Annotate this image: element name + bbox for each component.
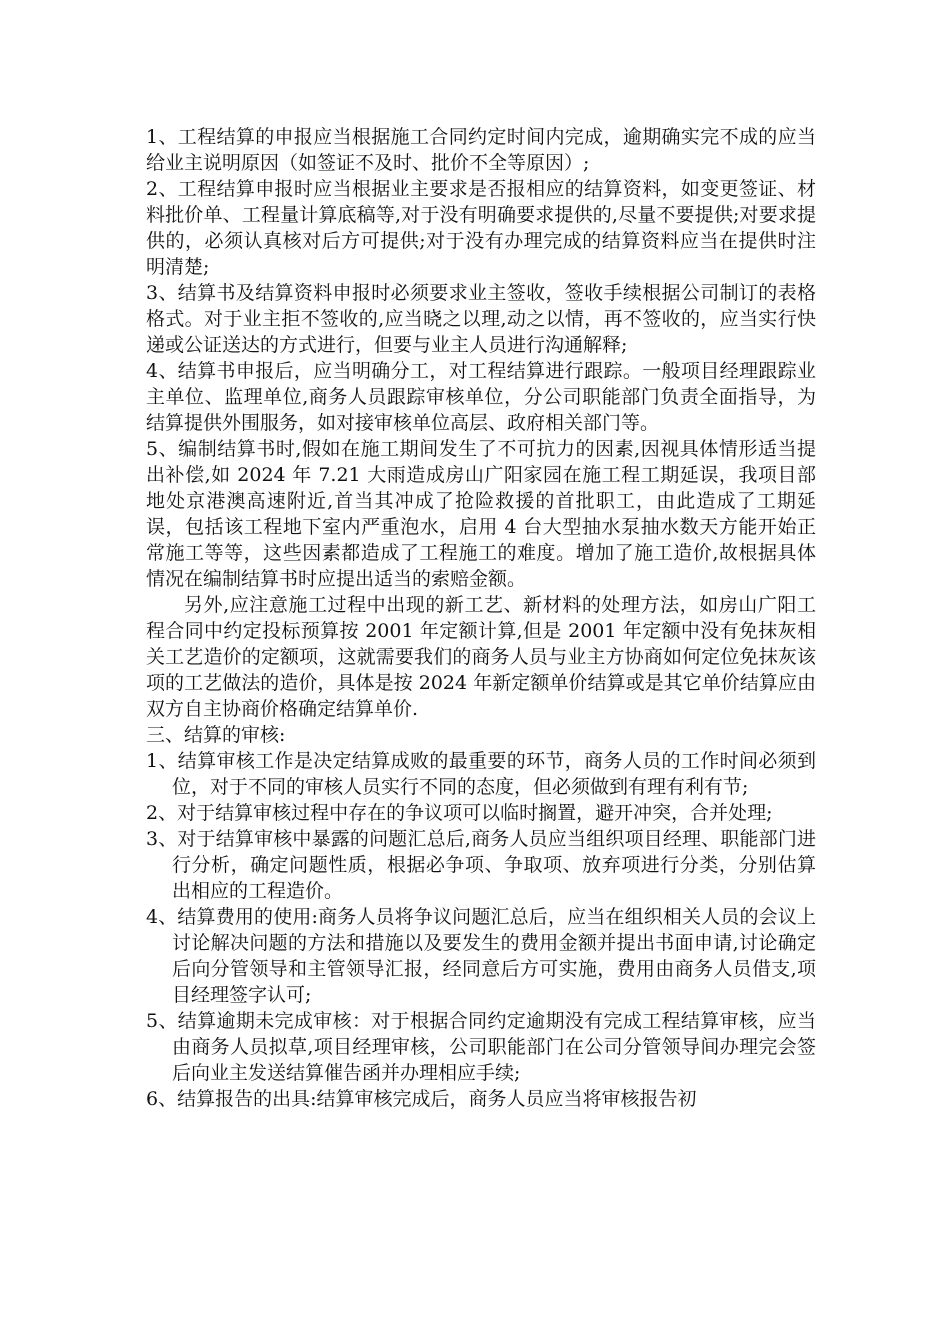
paragraph-audit-3: 3、对于结算审核中暴露的问题汇总后,商务人员应当组织项目经理、职能部门进行分析，确定问题性质，根据必争项、争取项、放弃项进行分类，分别估算出相应的工程造价。 — [146, 828, 816, 902]
paragraph-audit-4: 4、结算费用的使用:商务人员将争议问题汇总后，应当在组织相关人员的会议上讨论解决问题的方法和措施以及要发生的费用金额并提出书面申请,讨论确定后向分管领导和主管领导汇报，经同意后方可实施，费用由商务人员借支,项目经理签字认可; — [146, 906, 816, 1006]
paragraph-additionally: 另外,应注意施工过程中出现的新工艺、新材料的处理方法，如房山广阳工程合同中约定投标预算按 2001 年定额计算,但是 2001 年定额中没有免抹灰相关工艺造价的定额项，这就需要我们的商务人员与业主方协商如何定位免抹灰该项的工艺做法的造价，具体是按 2024 年新定额单价结算或是其它单价结算应由双方自主协商价格确定结算单价. — [146, 594, 816, 720]
paragraph-settlement-1: 1、工程结算的申报应当根据施工合同约定时间内完成，逾期确实完不成的应当给业主说明原因（如签证不及时、批价不全等原因）; — [146, 126, 816, 174]
paragraph-settlement-2: 2、工程结算申报时应当根据业主要求是否报相应的结算资料，如变更签证、材料批价单、工程量计算底稿等,对于没有明确要求提供的,尽量不要提供;对要求提供的，必须认真核对后方可提供;对于没有办理完成的结算资料应当在提供时注明清楚; — [146, 178, 816, 278]
paragraph-settlement-4: 4、结算书申报后，应当明确分工，对工程结算进行跟踪。一般项目经理跟踪业主单位、监理单位,商务人员跟踪审核单位，分公司职能部门负责全面指导，为结算提供外围服务，如对接审核单位高层、政府相关部门等。 — [146, 360, 816, 434]
paragraph-audit-1: 1、结算审核工作是决定结算成败的最重要的环节，商务人员的工作时间必须到位，对于不同的审核人员实行不同的态度，但必须做到有理有利有节; — [146, 750, 816, 798]
document-body — [146, 124, 816, 1112]
paragraph-audit-6: 6、结算报告的出具:结算审核完成后，商务人员应当将审核报告初 — [146, 1088, 697, 1110]
paragraph-audit-2: 2、对于结算审核过程中存在的争议项可以临时搁置，避开冲突，合并处理; — [146, 802, 773, 824]
section-heading-audit: 三、结算的审核: — [146, 724, 286, 746]
paragraph-settlement-5: 5、编制结算书时,假如在施工期间发生了不可抗力的因素,因视具体情形适当提出补偿,如 2024 年 7.21 大雨造成房山广阳家园在施工程工期延误，我项目部地处京港澳高速附近,首当其冲成了抢险救援的首批职工，由此造成了工期延误，包括该工程地下室内严重泡水，启用 4 台大型抽水泵抽水数天方能开始正常施工等等，这些因素都造成了工程施工的难度。增加了施工造价,故根据具体情况在编制结算书时应提出适当的索赔金额。 — [146, 438, 816, 590]
paragraph-audit-5: 5、结算逾期未完成审核：对于根据合同约定逾期没有完成工程结算审核，应当由商务人员拟草,项目经理审核，公司职能部门在公司分管领导间办理完会签后向业主发送结算催告函并办理相应手续; — [146, 1010, 816, 1084]
paragraph-settlement-3: 3、结算书及结算资料申报时必须要求业主签收，签收手续根据公司制订的表格格式。对于业主拒不签收的,应当晓之以理,动之以情，再不签收的，应当实行快递或公证送达的方式进行，但要与业主人员进行沟通解释; — [146, 282, 816, 356]
